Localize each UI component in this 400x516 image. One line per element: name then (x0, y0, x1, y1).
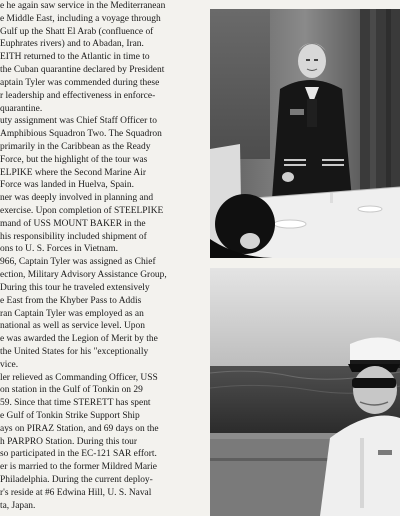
captain-on-bridge-photo (210, 268, 400, 516)
article-line: Gulf up the Shatt El Arab (confluence of (0, 26, 154, 37)
article-line: ta, Japan. (0, 500, 36, 511)
article-line: ons to U. S. Forces in Vietnam. (0, 244, 119, 255)
article-line: quarantine. (0, 103, 43, 114)
article-line: Force was landed in Huelva, Spain. (0, 180, 134, 191)
article-line: During this tour he traveled extensively (0, 282, 150, 293)
article-line: on station in the Gulf of Tonkin on 29 (0, 385, 143, 396)
article-line: Euphrates rivers) and to Abadan, Iran. (0, 39, 144, 50)
article-line: r's reside at #6 Edwina Hill, U. S. Naval (0, 487, 152, 498)
article-line: e Middle East, including a voyage through (0, 13, 161, 24)
article-line: e he again saw service in the Mediterranean (0, 1, 166, 11)
article-line: aptain Tyler was commended during these (0, 77, 160, 88)
captain-portrait-photo (210, 9, 400, 258)
article-line: the United States for his "exceptionally (0, 346, 149, 357)
article-line: so participated in the EC-121 SAR effort. (0, 449, 157, 460)
article-line: vice. (0, 359, 19, 370)
article-line: mand of USS MOUNT BAKER in the (0, 218, 146, 229)
article-line: the Cuban quarantine declared by President (0, 65, 165, 76)
article-line: ays on PIRAZ Station, and 69 days on the (0, 423, 159, 434)
article-line: exercise. Upon completion of STEELPIKE (0, 206, 164, 216)
captain-portrait-at-table-photo-icon (210, 9, 400, 258)
article-line: Amphibious Squadron Two. The Squadron (0, 129, 162, 140)
article-line: primarily in the Caribbean as the Ready (0, 141, 151, 152)
article-line: 966, Captain Tyler was assigned as Chief (0, 257, 156, 268)
captain-on-ship-bridge-photo-icon (210, 268, 400, 516)
article-line: e was awarded the Legion of Merit by the (0, 334, 158, 345)
article-line: ELPIKE where the Second Marine Air (0, 167, 146, 178)
article-line: ner was deeply involved in planning and (0, 193, 154, 204)
article-line: e East from the Khyber Pass to Addis (0, 295, 142, 306)
article-line: 59. Since that time STERETT has spent (0, 398, 151, 409)
article-line: e Gulf of Tonkin Strike Support Ship (0, 411, 140, 421)
article-line: Philadelphia. During the current deploy- (0, 475, 153, 486)
article-line: ran Captain Tyler was employed as an (0, 308, 144, 319)
article-line: ection, Military Advisory Assistance Group, (0, 270, 167, 281)
article-line: ler relieved as Commanding Officer, USS (0, 372, 158, 383)
article-line: r leadership and effectiveness in enforce- (0, 90, 156, 101)
article-line: h PARPRO Station. During this tour (0, 436, 138, 447)
article-line: er is married to the former Mildred Marie (0, 462, 157, 473)
article-line: national as well as service level. Upon (0, 321, 145, 332)
article-line: EITH returned to the Atlantic in time to (0, 52, 150, 63)
article-line: uty assignment was Chief Staff Officer to (0, 116, 157, 127)
article-line: Force, but the highlight of the tour was (0, 154, 148, 165)
article-line: his responsibility included shipment of (0, 231, 147, 242)
